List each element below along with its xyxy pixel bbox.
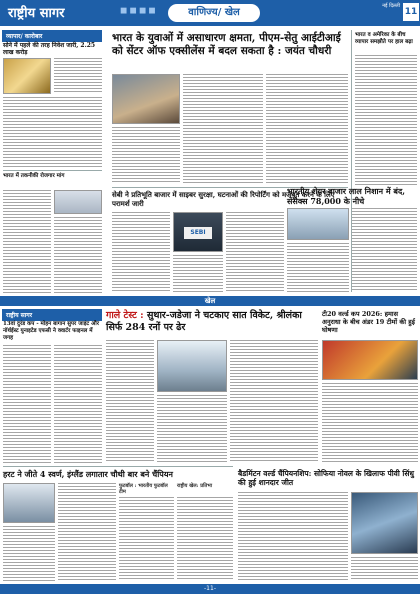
divider <box>3 170 102 171</box>
boxing-photo <box>3 483 55 523</box>
badminton-headline: बैडमिंटन वर्ल्ड चैंपियनशिप: सोफिया नोवल के खिलाफ पीवी सिंधु की हुई शानदार जीत <box>238 469 415 487</box>
dateline: नई दिल्ली <box>382 3 400 9</box>
page-footer: -11- <box>0 584 420 594</box>
story-text <box>230 340 318 463</box>
galle-test-label: गाले टेस्ट : <box>106 310 144 321</box>
story-text <box>266 74 348 184</box>
sports-left-head: राष्ट्रीय सागर <box>2 309 102 321</box>
story-text <box>54 58 102 94</box>
newspaper-logo: राष्ट्रीय सागर <box>8 6 65 21</box>
story-text <box>3 190 51 295</box>
story-text <box>351 557 418 581</box>
decorative-pattern-icon: ◼◼◼◼ <box>120 6 158 16</box>
left-story-title: सोने में पहले की तरह निवेश जारी, 2.25 लाख करोड़ <box>3 42 96 56</box>
sports-section-label: खेल <box>204 297 216 305</box>
section-tag: वाणिज्य/ खेल <box>168 4 260 22</box>
small-story-title: फुटबॉल : भारतीय फुटबॉल टीम <box>119 483 168 495</box>
badminton-photo <box>351 492 418 554</box>
left-column-head: व्यापार/ कारोबार <box>2 30 102 42</box>
t20-headline: टी20 वर्ल्ड कप 2026: हमास अनुराधा के बीच अंडर 19 टीमों की हुई घोषणा <box>322 310 415 334</box>
boxing-headline: हरट ने जीते 4 स्वर्ण, इंग्लैंड लगातार चौथी बार बने चैंपियन <box>3 469 173 479</box>
story-text <box>112 212 170 292</box>
story-text <box>54 345 102 463</box>
sports-section-bar <box>0 296 420 306</box>
story-text <box>157 395 227 463</box>
story-text <box>112 127 180 184</box>
story-text <box>238 492 348 581</box>
story-text <box>226 212 284 292</box>
page-number: 11 <box>403 3 419 21</box>
left-story2-title: भारत में तकनीकी रोजगार मांग <box>3 173 65 179</box>
story-text <box>173 255 223 292</box>
sebi-logo: SEBI <box>184 227 212 239</box>
story-text <box>177 497 233 581</box>
sebi-photo <box>173 212 223 252</box>
market-headline: भारतीय शेयर बाजार लाल निशान में बंद, सेंसेक्स 78,000 के नीचे <box>287 186 405 206</box>
story-text <box>58 483 116 581</box>
story-text <box>355 55 417 185</box>
story-text <box>352 208 417 292</box>
sebi-headline: सेबी ने प्रतिभूति बाजार में साइबर सुरक्षा, घटनाओं की रिपोर्टिंग को मजबूत करने के लिए परामर्श जारी <box>112 190 335 208</box>
right-story-title: भारत व अमेरिका के बीच व्यापार समझौते पर हाल बढ़ा <box>355 32 413 45</box>
story-text <box>3 97 102 167</box>
cricket-photo <box>157 340 227 392</box>
person-photo <box>54 190 102 214</box>
story-text <box>54 217 102 295</box>
small-story-title: राष्ट्रीय खेल: प्रतिभा <box>177 483 213 489</box>
story-text <box>322 383 418 463</box>
masthead-bar <box>0 0 420 26</box>
lead-headline: भारत के युवाओं में असाधारण क्षमता, पीएम-सेतु आईटीआई को सेंटर ऑफ एक्सीलेंस में बदल सकता है : जयंत चौधरी <box>112 32 341 57</box>
lead-photo <box>112 74 180 124</box>
t20-photo <box>322 340 418 380</box>
durand-cup-headline: 13वां दुरंड कप - मोहन बागान सुपर जाइंट और नॉर्थईस्ट युनाइटेड एफसी ने क्वार्टर फाइनल में जगह <box>3 321 99 341</box>
gold-bars-photo <box>3 58 51 94</box>
galle-test-headline <box>106 310 318 334</box>
story-text <box>287 243 349 292</box>
story-text <box>106 340 154 463</box>
story-text <box>3 526 55 581</box>
galle-test-text: सुथार-जडेजा ने चटकाए सात विकेट, श्रीलंका सिर्फ 284 रनों पर ढेर <box>106 310 302 333</box>
story-text <box>119 497 174 581</box>
story-text <box>183 74 263 184</box>
market-photo <box>287 208 349 240</box>
divider <box>3 466 233 467</box>
story-text <box>3 345 51 463</box>
